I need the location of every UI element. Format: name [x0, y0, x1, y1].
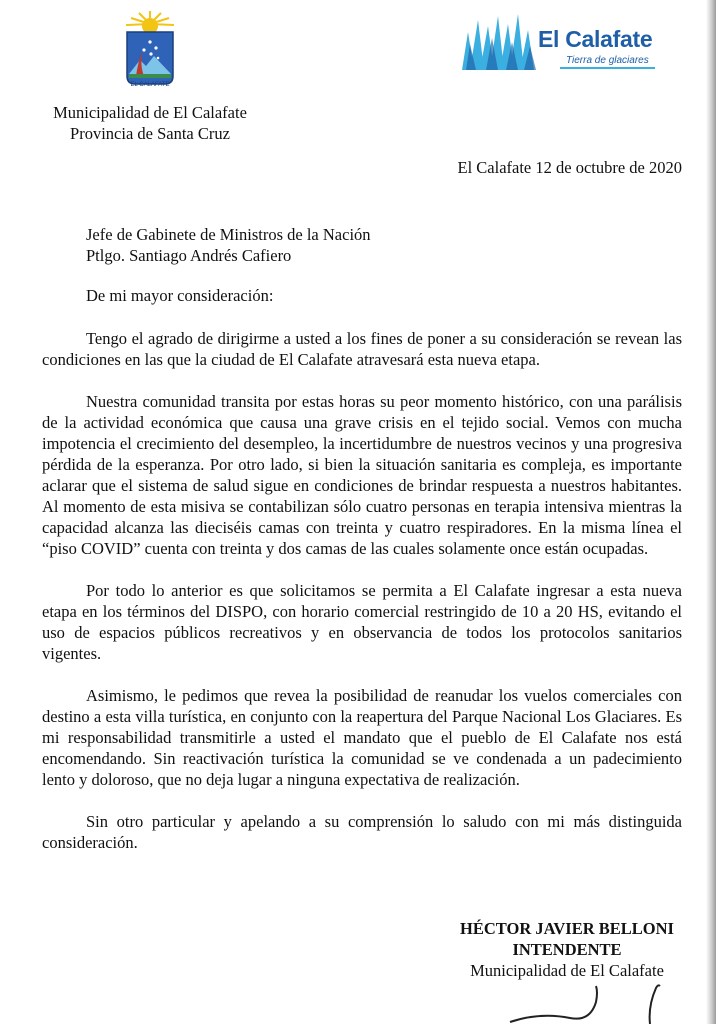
logo-name: El Calafate [538, 26, 653, 52]
org-name: Municipalidad de El Calafate [53, 103, 247, 122]
body-paragraph-5: Sin otro particular y apelando a su comprensión lo saludo con mi más distinguida consideración. [42, 812, 682, 852]
glacier-logo-icon [460, 12, 540, 74]
el-calafate-logo [460, 10, 668, 78]
recipient-name: Ptlgo. Santiago Andrés Cafiero [86, 246, 292, 265]
letterhead-left [30, 10, 270, 144]
municipal-seal-icon [120, 10, 180, 92]
signer-title: INTENDENTE [512, 940, 622, 959]
signature-block [440, 918, 694, 981]
body-paragraph-1: Tengo el agrado de dirigirme a usted a los fines de poner a su consideración se revean las condiciones en las que la ciudad de El Calafate atravesará esta nueva etapa. [42, 329, 682, 369]
recipient-block [86, 224, 371, 266]
letter-date: El Calafate 12 de octubre de 2020 [457, 158, 682, 177]
signer-name: HÉCTOR JAVIER BELLONI [460, 919, 674, 938]
page-edge-shadow [706, 0, 716, 1024]
org-province: Provincia de Santa Cruz [70, 124, 230, 143]
seal-caption: EL CALAFATE [130, 82, 170, 88]
signer-org: Municipalidad de El Calafate [470, 961, 664, 980]
body-paragraph-4: Asimismo, le pedimos que revea la posibilidad de reanudar los vuelos comerciales con destino a esta villa turística, en conjunto con la reapertura del Parque Nacional Los Glaciares. Es mi responsabilidad transmitirle a usted el mandato que el pueblo de El Calafate nos está encomendando. Sin reactivación turística la comunidad se ve condenada a un padecimiento lento y doloroso, que no deja lugar a ninguna expectativa de realización. [42, 686, 682, 789]
letter-body [42, 328, 682, 874]
body-paragraph-2: Nuestra comunidad transita por estas horas su peor momento histórico, con una parálisis de la actividad económica que causa una grave crisis en el tejido social. Vemos con mucha impotencia el crecimiento del desempleo, la incertidumbre de nuestros vecinos y una progresiva pérdida de la esperanza. Por otro lado, si bien la situación sanitaria es compleja, es importante aclarar que el sistema de salud sigue en condiciones de brindar respuesta a nuestros habitantes. Al momento de esta misiva se contabilizan sólo cuatro personas en terapia intensiva mientras la capacidad alcanza las dieciséis camas con treinta y cuatro respiradores. En la misma línea el “piso COVID” cuenta con treinta y dos camas de las cuales solamente once están ocupadas. [42, 392, 682, 558]
handwritten-signature-icon [500, 982, 680, 1024]
salutation: De mi mayor consideración: [86, 286, 274, 305]
logo-tagline: Tierra de glaciares [560, 54, 655, 69]
recipient-title: Jefe de Gabinete de Ministros de la Nación [86, 225, 371, 244]
body-paragraph-3: Por todo lo anterior es que solicitamos se permita a El Calafate ingresar a esta nueva etapa en los términos del DISPO, con horario comercial restringido de 10 a 20 HS, evitando el uso de espacios públicos recreativos y en observancia de todos los protocolos sanitarios vigentes. [42, 581, 682, 663]
